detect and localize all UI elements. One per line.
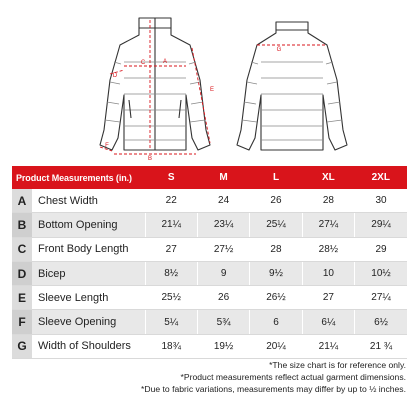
size-chart-table — [12, 166, 407, 359]
size-header-xl: XL — [302, 166, 354, 189]
measurement-name: Sleeve Opening — [32, 310, 145, 334]
jacket-back-drawing — [237, 22, 347, 150]
table-row — [12, 310, 407, 334]
measurement-value: 27¼ — [355, 286, 407, 310]
measurement-value: 27½ — [197, 237, 249, 261]
measurement-value: 28 — [250, 237, 302, 261]
row-letter: E — [12, 286, 32, 310]
note-dimensions: *Product measurements reflect actual garment dimensions. — [180, 372, 406, 382]
table-row — [12, 286, 407, 310]
measurement-value: 29¼ — [355, 213, 407, 237]
measurement-value: 19½ — [197, 334, 249, 358]
measurement-value: 6½ — [355, 310, 407, 334]
jacket-front-drawing — [100, 18, 210, 150]
measurement-value: 9½ — [250, 261, 302, 285]
measurement-value: 22 — [145, 189, 197, 213]
table-header-row — [12, 166, 407, 189]
table-row — [12, 237, 407, 261]
measurement-value: 25¼ — [250, 213, 302, 237]
size-header-m: M — [197, 166, 249, 189]
row-letter: D — [12, 261, 32, 285]
measurement-value: 21¼ — [145, 213, 197, 237]
measurement-value: 6¼ — [302, 310, 354, 334]
measurement-value: 27¼ — [302, 213, 354, 237]
measurement-value: 18¾ — [145, 334, 197, 358]
measurement-name: Bicep — [32, 261, 145, 285]
measurement-value: 26 — [250, 189, 302, 213]
measurement-name: Chest Width — [32, 189, 145, 213]
measurement-value: 30 — [355, 189, 407, 213]
measurement-name: Front Body Length — [32, 237, 145, 261]
measurement-value: 26½ — [250, 286, 302, 310]
row-letter: B — [12, 213, 32, 237]
measurement-value: 28 — [302, 189, 354, 213]
size-header-l: L — [250, 166, 302, 189]
measurement-value: 28½ — [302, 237, 354, 261]
row-letter: A — [12, 189, 32, 213]
note-variation: *Due to fabric variations, measurements may differ by up to ½ inches. — [141, 384, 406, 394]
row-letter: G — [12, 334, 32, 358]
table-row — [12, 189, 407, 213]
measurement-value: 21¼ — [302, 334, 354, 358]
note-reference: *The size chart is for reference only. — [269, 360, 406, 370]
measurement-value: 25½ — [145, 286, 197, 310]
measurement-value: 27 — [302, 286, 354, 310]
size-chart-notes — [141, 359, 406, 395]
table-row — [12, 261, 407, 285]
measurement-value: 6 — [250, 310, 302, 334]
row-letter: F — [12, 310, 32, 334]
measurement-name: Sleeve Length — [32, 286, 145, 310]
table-row — [12, 213, 407, 237]
jacket-measurement-diagram — [0, 0, 416, 165]
measurement-name: Bottom Opening — [32, 213, 145, 237]
diagram-label-c: C — [140, 60, 146, 66]
size-header-s: S — [145, 166, 197, 189]
measurement-value: 20¼ — [250, 334, 302, 358]
measurement-value: 10 — [302, 261, 354, 285]
measurement-value: 26 — [197, 286, 249, 310]
measurement-value: 27 — [145, 237, 197, 261]
measurement-name: Width of Shoulders — [32, 334, 145, 358]
diagram-label-b: B — [147, 156, 153, 162]
measurement-value: 5¼ — [145, 310, 197, 334]
measurement-value: 10½ — [355, 261, 407, 285]
row-letter: C — [12, 237, 32, 261]
measurement-value: 29 — [355, 237, 407, 261]
table-row — [12, 334, 407, 358]
measurement-value: 5¾ — [197, 310, 249, 334]
diagram-label-g: G — [276, 47, 282, 53]
measurement-value: 24 — [197, 189, 249, 213]
table-header-label: Product Measurements (in.) — [12, 166, 145, 189]
size-header-2xl: 2XL — [355, 166, 407, 189]
measurement-value: 9 — [197, 261, 249, 285]
diagram-label-a: A — [162, 59, 168, 65]
measurement-value: 21 ¾ — [355, 334, 407, 358]
diagram-label-d: D — [112, 73, 118, 79]
diagram-label-f: F — [105, 143, 109, 149]
measurement-value: 23¼ — [197, 213, 249, 237]
measurement-value: 8½ — [145, 261, 197, 285]
diagram-label-e: E — [209, 87, 215, 93]
